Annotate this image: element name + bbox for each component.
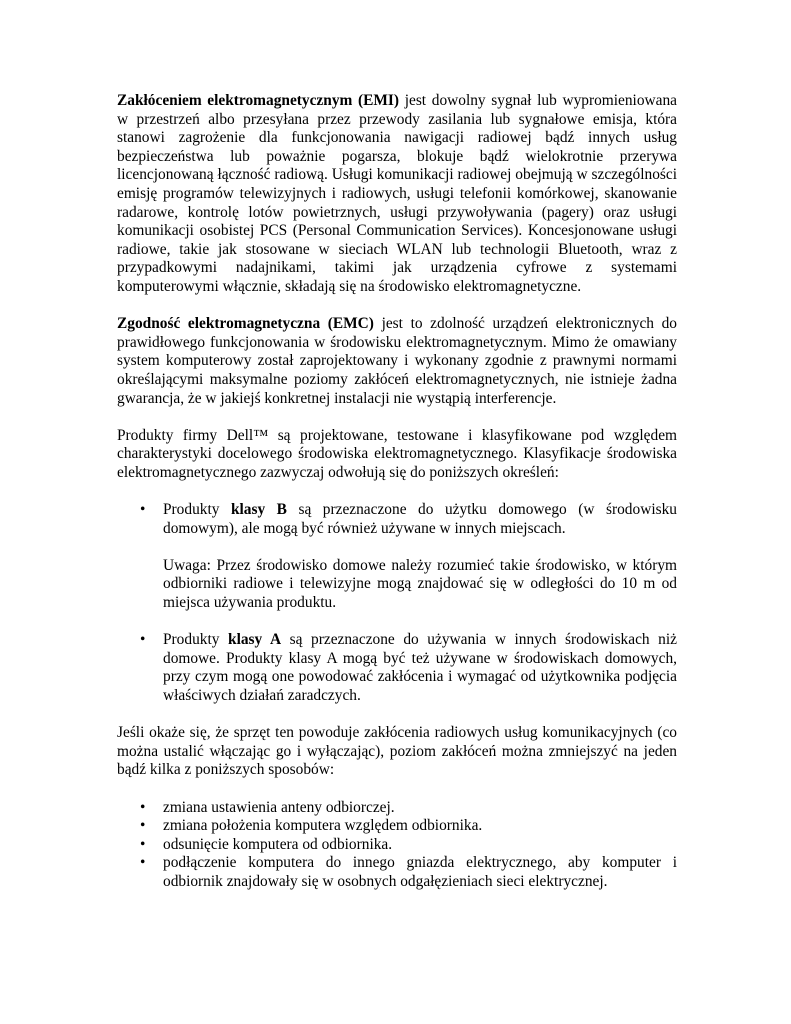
interference-remedy-paragraph: Jeśli okaże się, że sprzęt ten powoduje zakłócenia radiowych usług komunikacyjnych (co można ustalić włączając go i wyłączając), poziom zakłóceń można zmniejszyć na jeden bądź kilka z poniższych sposobów: bbox=[117, 724, 677, 779]
bullet-icon: • bbox=[140, 501, 146, 519]
bullet-icon: • bbox=[140, 798, 146, 816]
class-b-term: klasy B bbox=[230, 501, 287, 519]
remedy-text: odsunięcie komputera od odbiornika. bbox=[163, 835, 393, 853]
bullet-icon: • bbox=[140, 835, 146, 853]
class-b-prefix: Produkty bbox=[163, 501, 231, 519]
list-item bbox=[117, 854, 677, 891]
list-item-class-a bbox=[117, 631, 677, 705]
list-item bbox=[117, 817, 677, 836]
list-item bbox=[117, 836, 677, 855]
dell-classification-paragraph: Produkty firmy Dell™ są projektowane, testowane i klasyfikowane pod względem charakterystyki docelowego środowiska elektromagnetycznego. Klasyfikacje środowiska elektromagnetycznego zazwyczaj odwołują się do poniższych określeń: bbox=[117, 426, 677, 481]
remedy-text: zmiana ustawienia anteny odbiorczej. bbox=[163, 798, 395, 816]
class-a-prefix: Produkty bbox=[163, 631, 229, 649]
class-b-note: Uwaga: Przez środowisko domowe należy rozumieć takie środowisko, w którym odbiorniki radiowe i telewizyjne mogą znajdować się w odległości do 10 m od miejsca używania produktu. bbox=[163, 556, 677, 612]
emi-term: Zakłóceniem elektromagnetycznym (EMI) bbox=[117, 92, 400, 109]
class-a-text: są przeznaczone do używania w innych środowiskach niż domowe. Produkty klasy A mogą być też używane w środowiskach domowych, przy czym mogą one powodować zakłócenia i wymagać od użytkownika podjęcia właściwych działań zaradczych. bbox=[163, 631, 677, 704]
remedy-text: zmiana położenia komputera względem odbiornika. bbox=[163, 817, 483, 835]
emc-definition-text: jest to zdolność urządzeń elektronicznych do prawidłowego funkcjonowania w środowisku elektromagnetycznym. Mimo że omawiany system komputerowy został zaprojektowany i wykonany zgodnie z prawnymi normami określającymi maksymalne poziomy zakłóceń elektromagnetycznych, nie istnieje żadna gwarancja, że w jakiejś konkretnej instalacji nie wystąpią interferencje. bbox=[117, 315, 677, 407]
bullet-icon: • bbox=[140, 631, 146, 649]
device-classes-list bbox=[117, 501, 677, 706]
bullet-icon: • bbox=[140, 817, 146, 835]
class-a-term: klasy A bbox=[228, 631, 282, 649]
emc-term: Zgodność elektromagnetyczna (EMC) bbox=[117, 315, 374, 333]
remedy-text: podłączenie komputera do innego gniazda elektrycznego, aby komputer i odbiornik znajdowały się w osobnych odgałęzieniach sieci elektrycznej. bbox=[163, 854, 677, 890]
emi-definition-text: jest dowolny sygnał lub wypromieniowana w przestrzeń albo przesyłana przez przewody zasilania lub sygnałowe emisja, która stanowi zagrożenie dla funkcjonowania nawigacji radiowej bądź innych usług bezpieczeństwa lub poważnie pogarsza, blokuje bądź wielokrotnie przerywa licencjonowaną łączność radiową. Usługi komunikacji radiowej obejmują w szczególności emisję programów telewizyjnych i radiowych, usługi telefonii komórkowej, skanowanie radarowe, kontrolę lotów powietrznych, usługi przywoływania (pagery) oraz usługi komunikacji osobistej PCS (Personal Communication Services). Koncesjonowane usługi radiowe, takie jak stosowane w sieciach WLAN lub technologii Bluetooth, wraz z przypadkowymi nadajnikami, takimi jak urządzenia cyfrowe z systemami komputerowymi włącznie, składają się na środowisko elektromagnetyczne. bbox=[117, 92, 678, 295]
list-item bbox=[117, 799, 677, 818]
list-item-class-b bbox=[117, 501, 677, 613]
class-b-text: są przeznaczone do użytku domowego (w środowisku domowym), ale mogą być również używane w innych miejscach. bbox=[163, 501, 677, 537]
document-page bbox=[117, 92, 677, 910]
emc-definition-paragraph bbox=[117, 315, 677, 408]
bullet-icon: • bbox=[140, 854, 146, 872]
emi-definition-paragraph bbox=[117, 92, 677, 297]
remedies-list bbox=[117, 799, 677, 892]
